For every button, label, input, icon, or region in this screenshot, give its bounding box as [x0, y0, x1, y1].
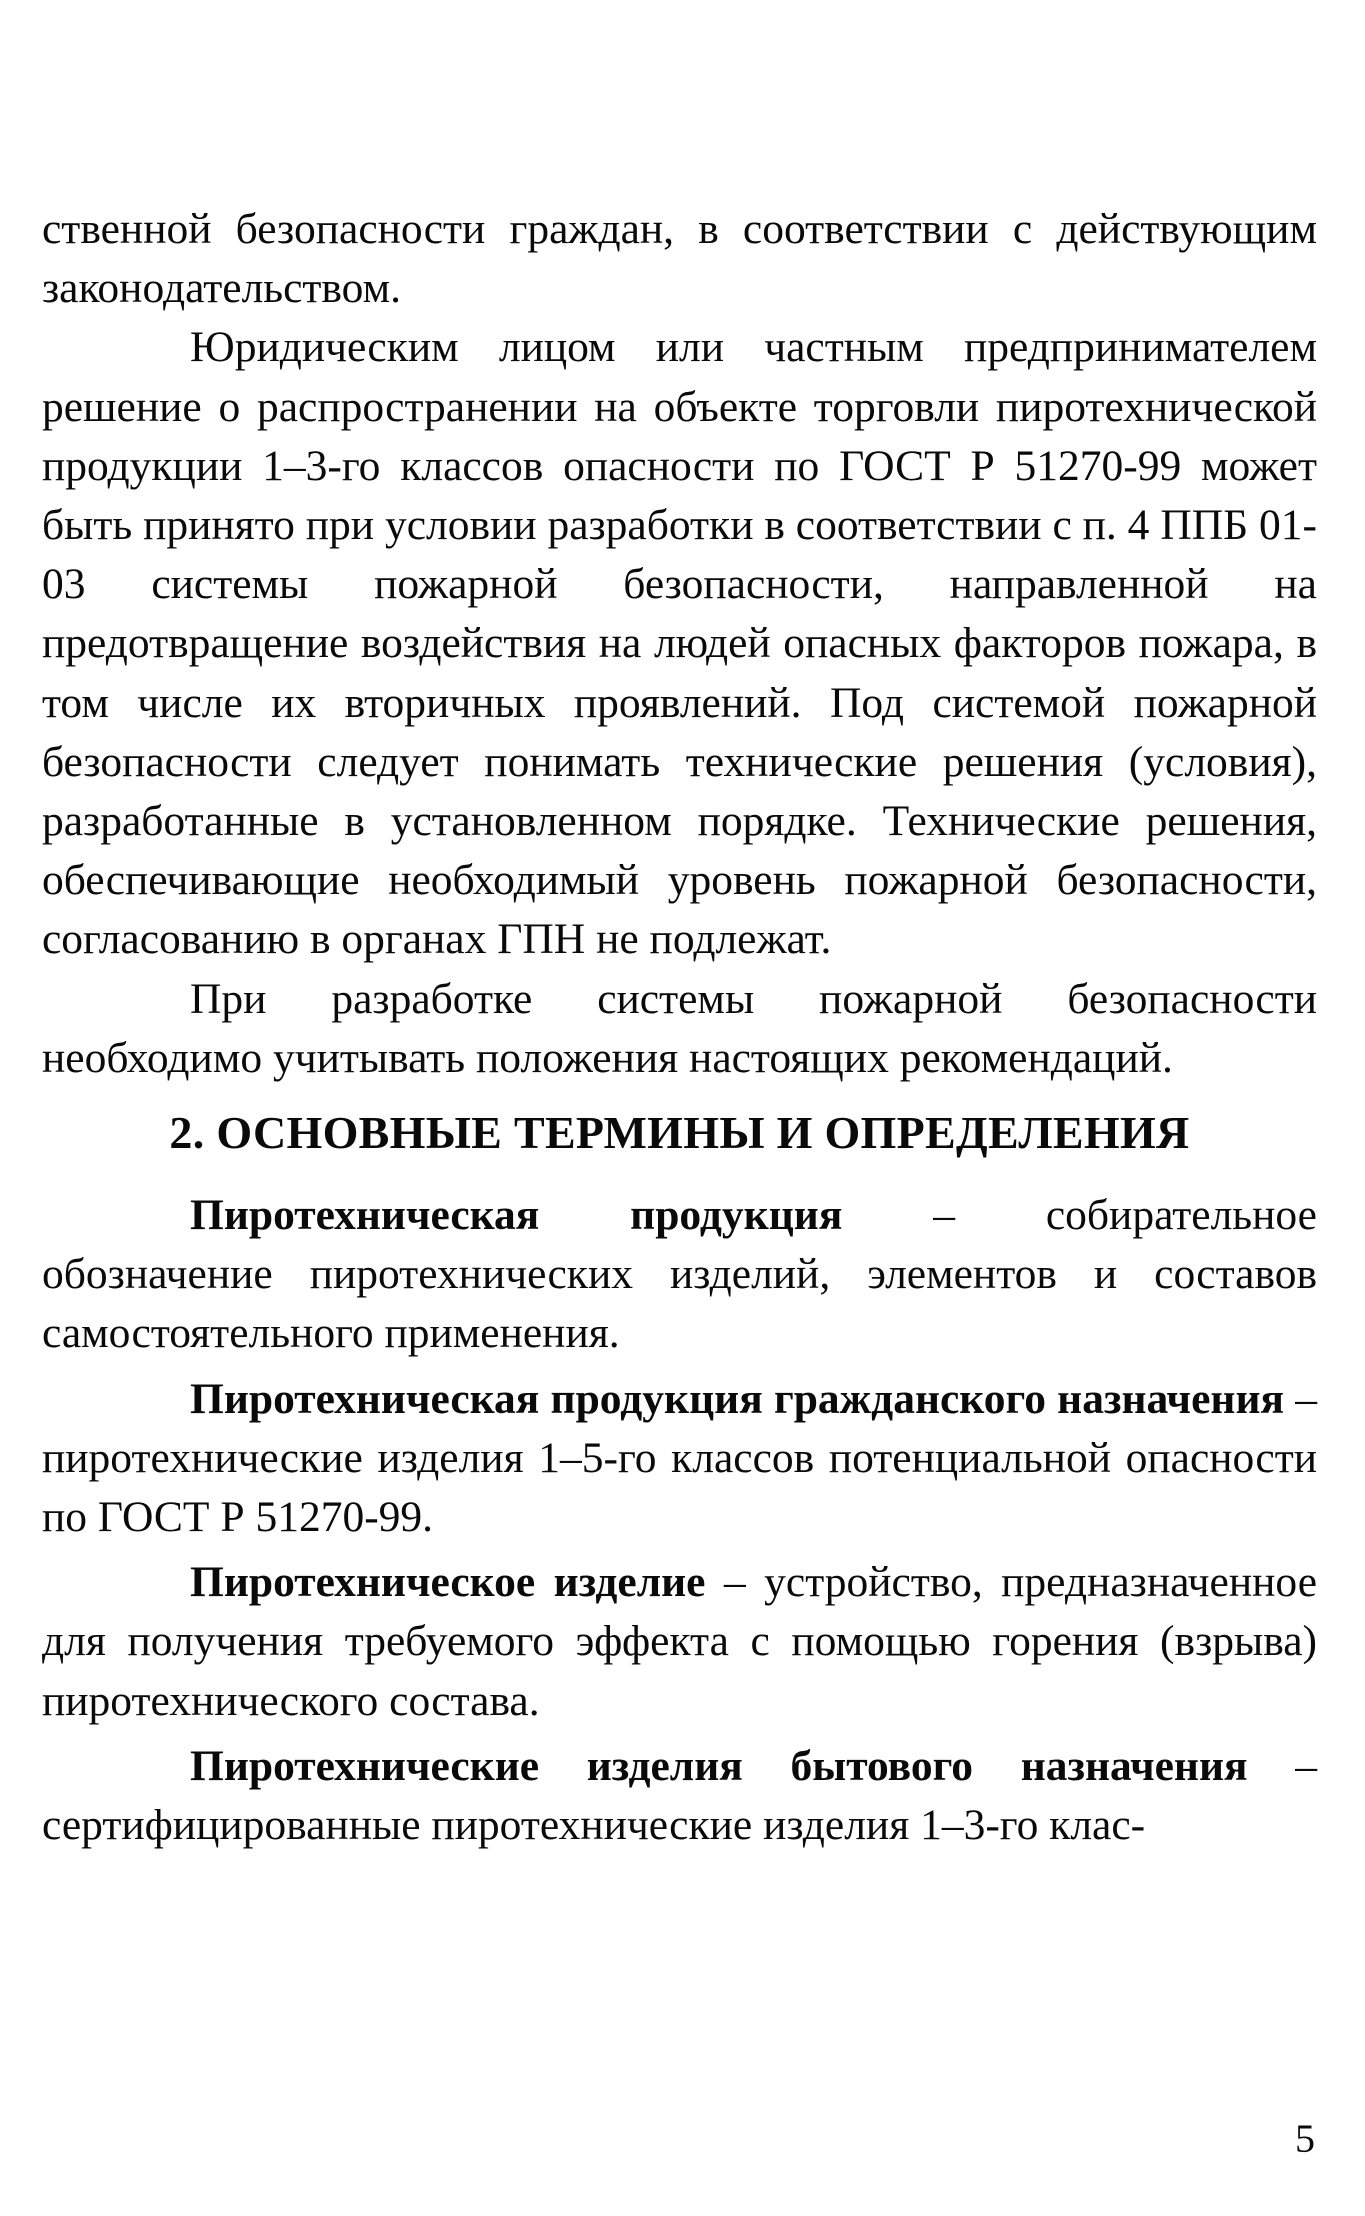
section-heading: 2. ОСНОВНЫЕ ТЕРМИНЫ И ОПРЕДЕЛЕНИЯ — [169, 1107, 1190, 1159]
paragraph-continuation: ственной безопасности граждан, в соответствии с действующим законодательством. — [42, 205, 1317, 313]
document-page — [42, 200, 1317, 1861]
definition-text: – собирательное обозначение пиротехнических изделий, элементов и составов самостоятельного применения. — [42, 1191, 1317, 1358]
definition-text: – сертифицированные пиротехнические изделия 1–3-го клас- — [42, 1741, 1318, 1850]
definition-household-items — [42, 1737, 1317, 1855]
definition-text: – устройство, предназначенное для получения требуемого эффекта с помощью горения (взрыва) пиротехнического состава. — [42, 1558, 1317, 1725]
page-number: 5 — [1295, 2116, 1315, 2161]
definition-text: – пиротехнические изделия 1–5-го классов потенциальной опасности по ГОСТ Р 51270-99. — [42, 1374, 1317, 1542]
paragraph-development: При разработке системы пожарной безопасности необходимо учитывать положения настоящих рекомендаций. — [42, 974, 1317, 1082]
definition-pyrotechnic-item — [42, 1553, 1317, 1731]
definition-term: Пиротехническая продукция — [190, 1191, 843, 1240]
definition-civil-products — [42, 1370, 1317, 1548]
definition-term: Пиротехнические изделия бытового назначения — [190, 1741, 1248, 1790]
definition-term: Пиротехническое изделие — [190, 1558, 706, 1607]
definition-pyrotechnic-products — [42, 1186, 1317, 1364]
paragraph-legal-entity: Юридическим лицом или частным предпринимателем решение о распространении на объекте торговли пиротехнической продукции 1–3-го классов опасности по ГОСТ Р 51270-99 может быть принято при условии разработки в соответствии с п. 4 ППБ 01-03 системы пожарной безопасности, направленной на предотвращение воздействия на людей опасных факторов пожара, в том числе их вторичных проявлений. Под системой пожарной безопасности следует понимать технические решения (условия), разработанные в установленном порядке. Технические решения, обеспечивающие необходимый уровень пожарной безопасности, согласованию в органах ГПН не подлежат. — [42, 323, 1317, 964]
definition-term: Пиротехническая продукция гражданского назначения — [190, 1374, 1285, 1423]
